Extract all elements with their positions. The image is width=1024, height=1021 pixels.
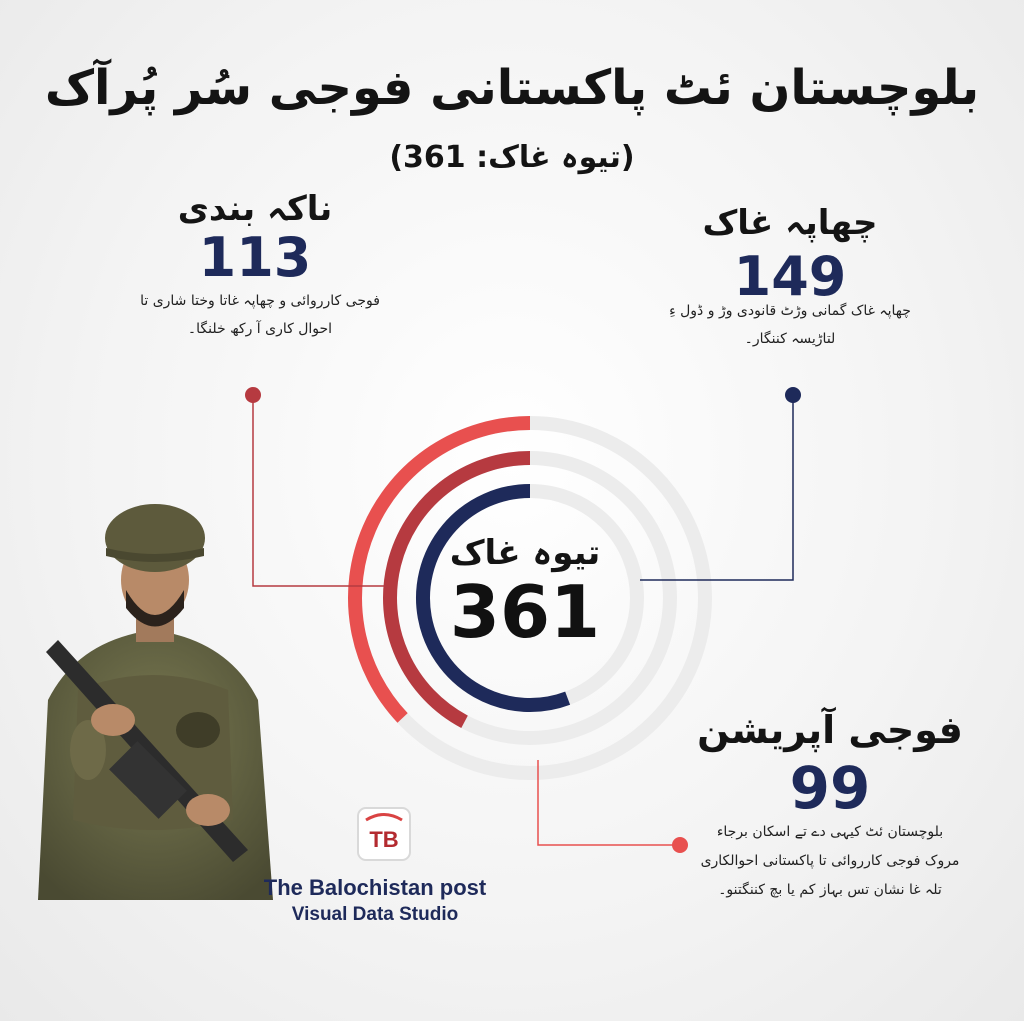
tbp-logo-icon <box>355 805 413 863</box>
operation-desc-line: بلوچستان ئٹ کیہی دے تے اسکان برجاء <box>716 824 944 840</box>
operation-title: فوجی آپریشن <box>697 708 963 752</box>
naka-title: ناکہ بندی <box>177 189 333 229</box>
page-title: بلوچستان ئٹ پاکستانی فوجی سُر پُرآک <box>44 60 980 116</box>
chhapa-value: 149 <box>733 245 847 308</box>
operation-connector-dot <box>672 837 688 853</box>
naka-connector-dot <box>245 387 261 403</box>
chhapa-connector-dot <box>785 387 801 403</box>
operation-desc-line: مروک فوجی کارروائی تا پاکستانی احوالکاری <box>700 853 960 869</box>
brand-tagline: Visual Data Studio <box>291 904 459 925</box>
operation-desc-line: تلہ غا نشان تس بہاز کم یا بچ کننگتنو۔ <box>718 882 942 898</box>
total-label: تیوہ غاک <box>449 533 601 573</box>
naka-value: 113 <box>198 226 312 289</box>
logo-text: TB <box>369 827 399 852</box>
naka-desc-line: احوال کاری آ رکھ خلنگا۔ <box>187 321 333 337</box>
chhapa-desc-line: لتاڑیسہ کننگار۔ <box>744 331 836 347</box>
total-value: 361 <box>449 570 601 654</box>
operation-value: 99 <box>789 754 871 822</box>
chhapa-desc-line: چھاپہ غاک گمانی وڑٹ قانودی وڑ و ڈول ءِ <box>669 303 911 319</box>
page-subtitle: (تیوہ غاک: 361) <box>389 140 635 175</box>
soldier-image <box>18 490 288 900</box>
brand-name: The Balochistan post <box>263 875 487 900</box>
naka-desc-line: فوجی کارروائی و چھاپہ غاتا وختا شاری تا <box>140 293 380 309</box>
chhapa-title: چھاپہ غاک <box>702 203 878 243</box>
